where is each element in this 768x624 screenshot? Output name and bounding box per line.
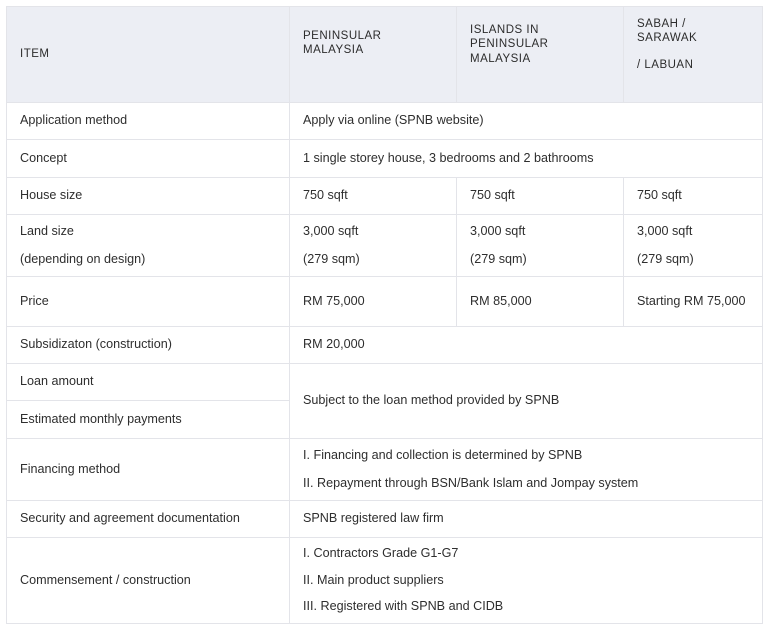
table-row bbox=[7, 538, 763, 624]
header-islands: ISLANDS IN PENINSULAR MALAYSIA bbox=[457, 7, 624, 103]
table-row bbox=[7, 327, 763, 364]
header-sabah-sarawak-labuan: SABAH / SARAWAK / LABUAN bbox=[624, 7, 763, 103]
table-row bbox=[7, 277, 763, 327]
cell-islands: RM 85,000 bbox=[457, 277, 624, 327]
housing-scheme-table bbox=[6, 6, 763, 624]
table-row bbox=[7, 103, 763, 140]
row-value: I. Financing and collection is determined by SPNB II. Repayment through BSN/Bank Islam and Jompay system bbox=[290, 439, 763, 501]
row-value: Subject to the loan method provided by SPNB bbox=[290, 364, 763, 439]
row-label: Price bbox=[7, 277, 290, 327]
table-row bbox=[7, 215, 763, 277]
row-value: SPNB registered law firm bbox=[290, 501, 763, 538]
row-label: Financing method bbox=[7, 439, 290, 501]
header-item: ITEM bbox=[7, 7, 290, 103]
cell-sabah: 750 sqft bbox=[624, 178, 763, 215]
cell-islands: 750 sqft bbox=[457, 178, 624, 215]
table-row bbox=[7, 439, 763, 501]
cell-sabah: 3,000 sqft (279 sqm) bbox=[624, 215, 763, 277]
table-row bbox=[7, 501, 763, 538]
table-row bbox=[7, 364, 763, 401]
row-value: 1 single storey house, 3 bedrooms and 2 bathrooms bbox=[290, 140, 763, 178]
cell-peninsular: 750 sqft bbox=[290, 178, 457, 215]
row-label: Concept bbox=[7, 140, 290, 178]
cell-sabah: Starting RM 75,000 bbox=[624, 277, 763, 327]
row-label: Estimated monthly payments bbox=[7, 401, 290, 439]
row-value: I. Contractors Grade G1-G7 II. Main product suppliers III. Registered with SPNB and CIDB bbox=[290, 538, 763, 624]
row-label: Commensement / construction bbox=[7, 538, 290, 624]
cell-peninsular: RM 75,000 bbox=[290, 277, 457, 327]
row-value: Apply via online (SPNB website) bbox=[290, 103, 763, 140]
row-label: Loan amount bbox=[7, 364, 290, 401]
cell-islands: 3,000 sqft (279 sqm) bbox=[457, 215, 624, 277]
row-label: Subsidizaton (construction) bbox=[7, 327, 290, 364]
header-peninsular: PENINSULAR MALAYSIA bbox=[290, 7, 457, 103]
row-label: Security and agreement documentation bbox=[7, 501, 290, 538]
row-label: House size bbox=[7, 178, 290, 215]
row-label: Land size (depending on design) bbox=[7, 215, 290, 277]
table-row bbox=[7, 178, 763, 215]
cell-peninsular: 3,000 sqft (279 sqm) bbox=[290, 215, 457, 277]
header-row bbox=[7, 7, 763, 103]
table-row bbox=[7, 140, 763, 178]
row-value: RM 20,000 bbox=[290, 327, 763, 364]
row-label: Application method bbox=[7, 103, 290, 140]
